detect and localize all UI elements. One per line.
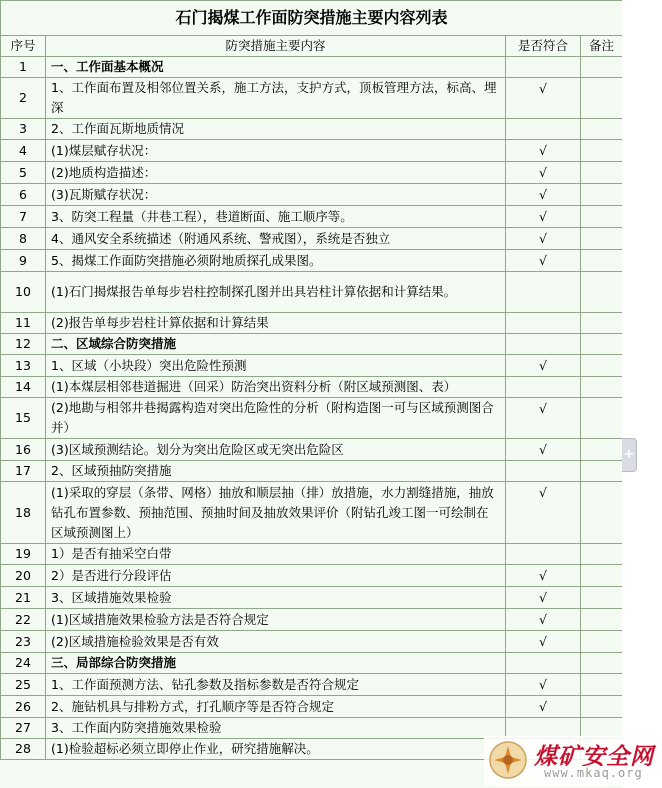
table-row	[1, 439, 623, 461]
row-ok-cell[interactable]: √	[506, 250, 581, 272]
row-content-cell[interactable]: (1)石门揭煤报告单每步岩柱控制探孔图并出具岩柱计算依据和计算结果。	[46, 272, 506, 313]
row-number-cell[interactable]: 15	[1, 398, 46, 439]
row-note-cell[interactable]	[581, 162, 623, 184]
header-ok[interactable]: 是否符合	[506, 36, 581, 57]
row-number-cell[interactable]: 6	[1, 184, 46, 206]
row-ok-cell[interactable]: √	[506, 398, 581, 439]
row-content-cell[interactable]: (1)区域措施效果检验方法是否符合规定	[46, 609, 506, 631]
row-note-cell[interactable]	[581, 184, 623, 206]
row-number-cell[interactable]: 28	[1, 739, 46, 760]
row-content-cell[interactable]: (3)瓦斯赋存状况：	[46, 184, 506, 206]
row-ok-cell[interactable]	[506, 377, 581, 398]
table-row	[1, 140, 623, 162]
row-number-cell[interactable]: 26	[1, 696, 46, 718]
row-ok-cell[interactable]	[506, 272, 581, 313]
row-ok-cell[interactable]: √	[506, 565, 581, 587]
row-ok-cell[interactable]: √	[506, 674, 581, 696]
table-row	[1, 609, 623, 631]
row-number-cell[interactable]: 18	[1, 482, 46, 544]
row-content-cell[interactable]: 2）是否进行分段评估	[46, 565, 506, 587]
row-number-cell[interactable]: 11	[1, 313, 46, 334]
table-row	[1, 696, 623, 718]
row-content-cell[interactable]: (2)区域措施检验效果是否有效	[46, 631, 506, 653]
row-ok-cell[interactable]	[506, 544, 581, 565]
row-content-cell[interactable]: 2、施钻机具与排粉方式，打孔顺序等是否符合规定	[46, 696, 506, 718]
row-number-cell[interactable]: 19	[1, 544, 46, 565]
table-row	[1, 334, 623, 355]
row-ok-cell[interactable]: √	[506, 696, 581, 718]
row-ok-cell[interactable]	[506, 119, 581, 140]
row-content-cell[interactable]: 2、工作面瓦斯地质情况	[46, 119, 506, 140]
table-row	[1, 119, 623, 140]
row-note-cell[interactable]	[581, 482, 623, 544]
row-note-cell[interactable]	[581, 631, 623, 653]
row-number-cell[interactable]: 22	[1, 609, 46, 631]
row-ok-cell[interactable]: √	[506, 78, 581, 119]
watermark-url: www.mkaq.org	[544, 766, 643, 780]
row-content-cell[interactable]: 1、工作面预测方法、钻孔参数及指标参数是否符合规定	[46, 674, 506, 696]
row-note-cell[interactable]	[581, 119, 623, 140]
table-row	[1, 57, 623, 78]
row-ok-cell[interactable]	[506, 57, 581, 78]
row-ok-cell[interactable]: √	[506, 609, 581, 631]
watermark-title: 煤矿安全网	[534, 743, 654, 770]
row-note-cell[interactable]	[581, 565, 623, 587]
row-content-cell[interactable]: 3、工作面内防突措施效果检验	[46, 718, 506, 739]
row-ok-cell[interactable]: √	[506, 439, 581, 461]
expand-panel-button[interactable]	[622, 438, 637, 472]
table-row	[1, 653, 623, 674]
mine-logo-icon	[488, 740, 528, 780]
table-row	[1, 250, 623, 272]
row-content-cell[interactable]: (1)煤层赋存状况：	[46, 140, 506, 162]
row-ok-cell[interactable]: √	[506, 482, 581, 544]
table-row	[1, 398, 623, 439]
row-note-cell[interactable]	[581, 228, 623, 250]
row-note-cell[interactable]	[581, 439, 623, 461]
table-row	[1, 674, 623, 696]
table-row	[1, 461, 623, 482]
row-note-cell[interactable]	[581, 334, 623, 355]
row-number-cell[interactable]: 9	[1, 250, 46, 272]
row-content-cell[interactable]: (2)地质构造描述：	[46, 162, 506, 184]
row-note-cell[interactable]	[581, 355, 623, 377]
row-note-cell[interactable]	[581, 653, 623, 674]
table-row	[1, 355, 623, 377]
row-content-cell[interactable]: (3)区域预测结论。划分为突出危险区或无突出危险区	[46, 439, 506, 461]
row-ok-cell[interactable]: √	[506, 228, 581, 250]
row-ok-cell[interactable]: √	[506, 162, 581, 184]
table-row	[1, 565, 623, 587]
header-row	[1, 36, 623, 57]
row-content-cell[interactable]: 5、揭煤工作面防突措施必须附地质探孔成果图。	[46, 250, 506, 272]
row-note-cell[interactable]	[581, 140, 623, 162]
row-ok-cell[interactable]: √	[506, 140, 581, 162]
row-content-cell[interactable]: 一、工作面基本概况	[46, 57, 506, 78]
row-number-cell[interactable]: 3	[1, 119, 46, 140]
row-content-cell[interactable]: 3、防突工程量（井巷工程），巷道断面、施工顺序等。	[46, 206, 506, 228]
table-row	[1, 272, 623, 313]
row-note-cell[interactable]	[581, 57, 623, 78]
row-content-cell[interactable]: 4、通风安全系统描述（附通风系统、警戒图），系统是否独立	[46, 228, 506, 250]
row-content-cell[interactable]: 3、区域措施效果检验	[46, 587, 506, 609]
row-number-cell[interactable]: 16	[1, 439, 46, 461]
row-number-cell[interactable]: 25	[1, 674, 46, 696]
row-number-cell[interactable]: 4	[1, 140, 46, 162]
header-note[interactable]: 备注	[581, 36, 623, 57]
row-note-cell[interactable]	[581, 206, 623, 228]
row-note-cell[interactable]	[581, 272, 623, 313]
row-number-cell[interactable]: 17	[1, 461, 46, 482]
row-note-cell[interactable]	[581, 587, 623, 609]
row-note-cell[interactable]	[581, 377, 623, 398]
row-ok-cell[interactable]	[506, 653, 581, 674]
row-ok-cell[interactable]: √	[506, 631, 581, 653]
scroll-margin	[622, 0, 662, 788]
row-number-cell[interactable]: 10	[1, 272, 46, 313]
row-content-cell[interactable]: 1、工作面布置及相邻位置关系，施工方法，支护方式，顶板管理方法，标高、埋深	[46, 78, 506, 119]
row-number-cell[interactable]: 2	[1, 78, 46, 119]
row-note-cell[interactable]	[581, 313, 623, 334]
row-number-cell[interactable]: 23	[1, 631, 46, 653]
table-row	[1, 78, 623, 119]
row-number-cell[interactable]: 20	[1, 565, 46, 587]
row-number-cell[interactable]: 14	[1, 377, 46, 398]
table-row	[1, 377, 623, 398]
row-content-cell[interactable]: 1、区域（小块段）突出危险性预测	[46, 355, 506, 377]
table-row	[1, 587, 623, 609]
row-number-cell[interactable]: 1	[1, 57, 46, 78]
watermark	[484, 736, 660, 786]
row-number-cell[interactable]: 8	[1, 228, 46, 250]
row-number-cell[interactable]: 24	[1, 653, 46, 674]
row-note-cell[interactable]	[581, 398, 623, 439]
row-number-cell[interactable]: 13	[1, 355, 46, 377]
row-note-cell[interactable]	[581, 609, 623, 631]
row-content-cell[interactable]: 1）是否有抽采空白带	[46, 544, 506, 565]
plus-icon: +	[623, 447, 635, 462]
row-content-cell[interactable]: (2)地勘与相邻井巷揭露构造对突出危险性的分析（附构造图一可与区域预测图合并）	[46, 398, 506, 439]
table-row	[1, 313, 623, 334]
row-ok-cell[interactable]	[506, 313, 581, 334]
row-ok-cell[interactable]: √	[506, 184, 581, 206]
row-number-cell[interactable]: 12	[1, 334, 46, 355]
row-ok-cell[interactable]	[506, 334, 581, 355]
row-ok-cell[interactable]	[506, 461, 581, 482]
row-content-cell[interactable]: (1)检验超标必须立即停止作业，研究措施解决。	[46, 739, 506, 760]
row-content-cell[interactable]: (1)采取的穿层（条带、网格）抽放和顺层抽（排）放措施，水力割缝措施，抽放钻孔布置参数、预抽范围、预抽时间及抽放效果评价（附钻孔竣工图一可绘制在区域预测图上）	[46, 482, 506, 544]
table-row	[1, 184, 623, 206]
table-row	[1, 544, 623, 565]
title-row	[1, 1, 623, 36]
row-content-cell[interactable]: 二、区域综合防突措施	[46, 334, 506, 355]
row-ok-cell[interactable]: √	[506, 355, 581, 377]
row-note-cell[interactable]	[581, 78, 623, 119]
row-content-cell[interactable]: (2)报告单每步岩柱计算依据和计算结果	[46, 313, 506, 334]
row-content-cell[interactable]: 2、区域预抽防突措施	[46, 461, 506, 482]
table-title[interactable]: 石门揭煤工作面防突措施主要内容列表	[1, 1, 623, 36]
row-note-cell[interactable]	[581, 461, 623, 482]
row-ok-cell[interactable]: √	[506, 587, 581, 609]
table-row	[1, 482, 623, 544]
row-note-cell[interactable]	[581, 674, 623, 696]
row-number-cell[interactable]: 21	[1, 587, 46, 609]
table-row	[1, 631, 623, 653]
row-number-cell[interactable]: 5	[1, 162, 46, 184]
table-row	[1, 206, 623, 228]
row-number-cell[interactable]: 27	[1, 718, 46, 739]
row-note-cell[interactable]	[581, 250, 623, 272]
row-number-cell[interactable]: 7	[1, 206, 46, 228]
row-ok-cell[interactable]: √	[506, 206, 581, 228]
row-content-cell[interactable]: 三、局部综合防突措施	[46, 653, 506, 674]
table-row	[1, 162, 623, 184]
row-content-cell[interactable]: (1)本煤层相邻巷道掘进（回采）防治突出资料分析（附区域预测图、表）	[46, 377, 506, 398]
row-note-cell[interactable]	[581, 544, 623, 565]
header-content[interactable]: 防突措施主要内容	[46, 36, 506, 57]
header-no[interactable]: 序号	[1, 36, 46, 57]
table-row	[1, 228, 623, 250]
row-note-cell[interactable]	[581, 696, 623, 718]
